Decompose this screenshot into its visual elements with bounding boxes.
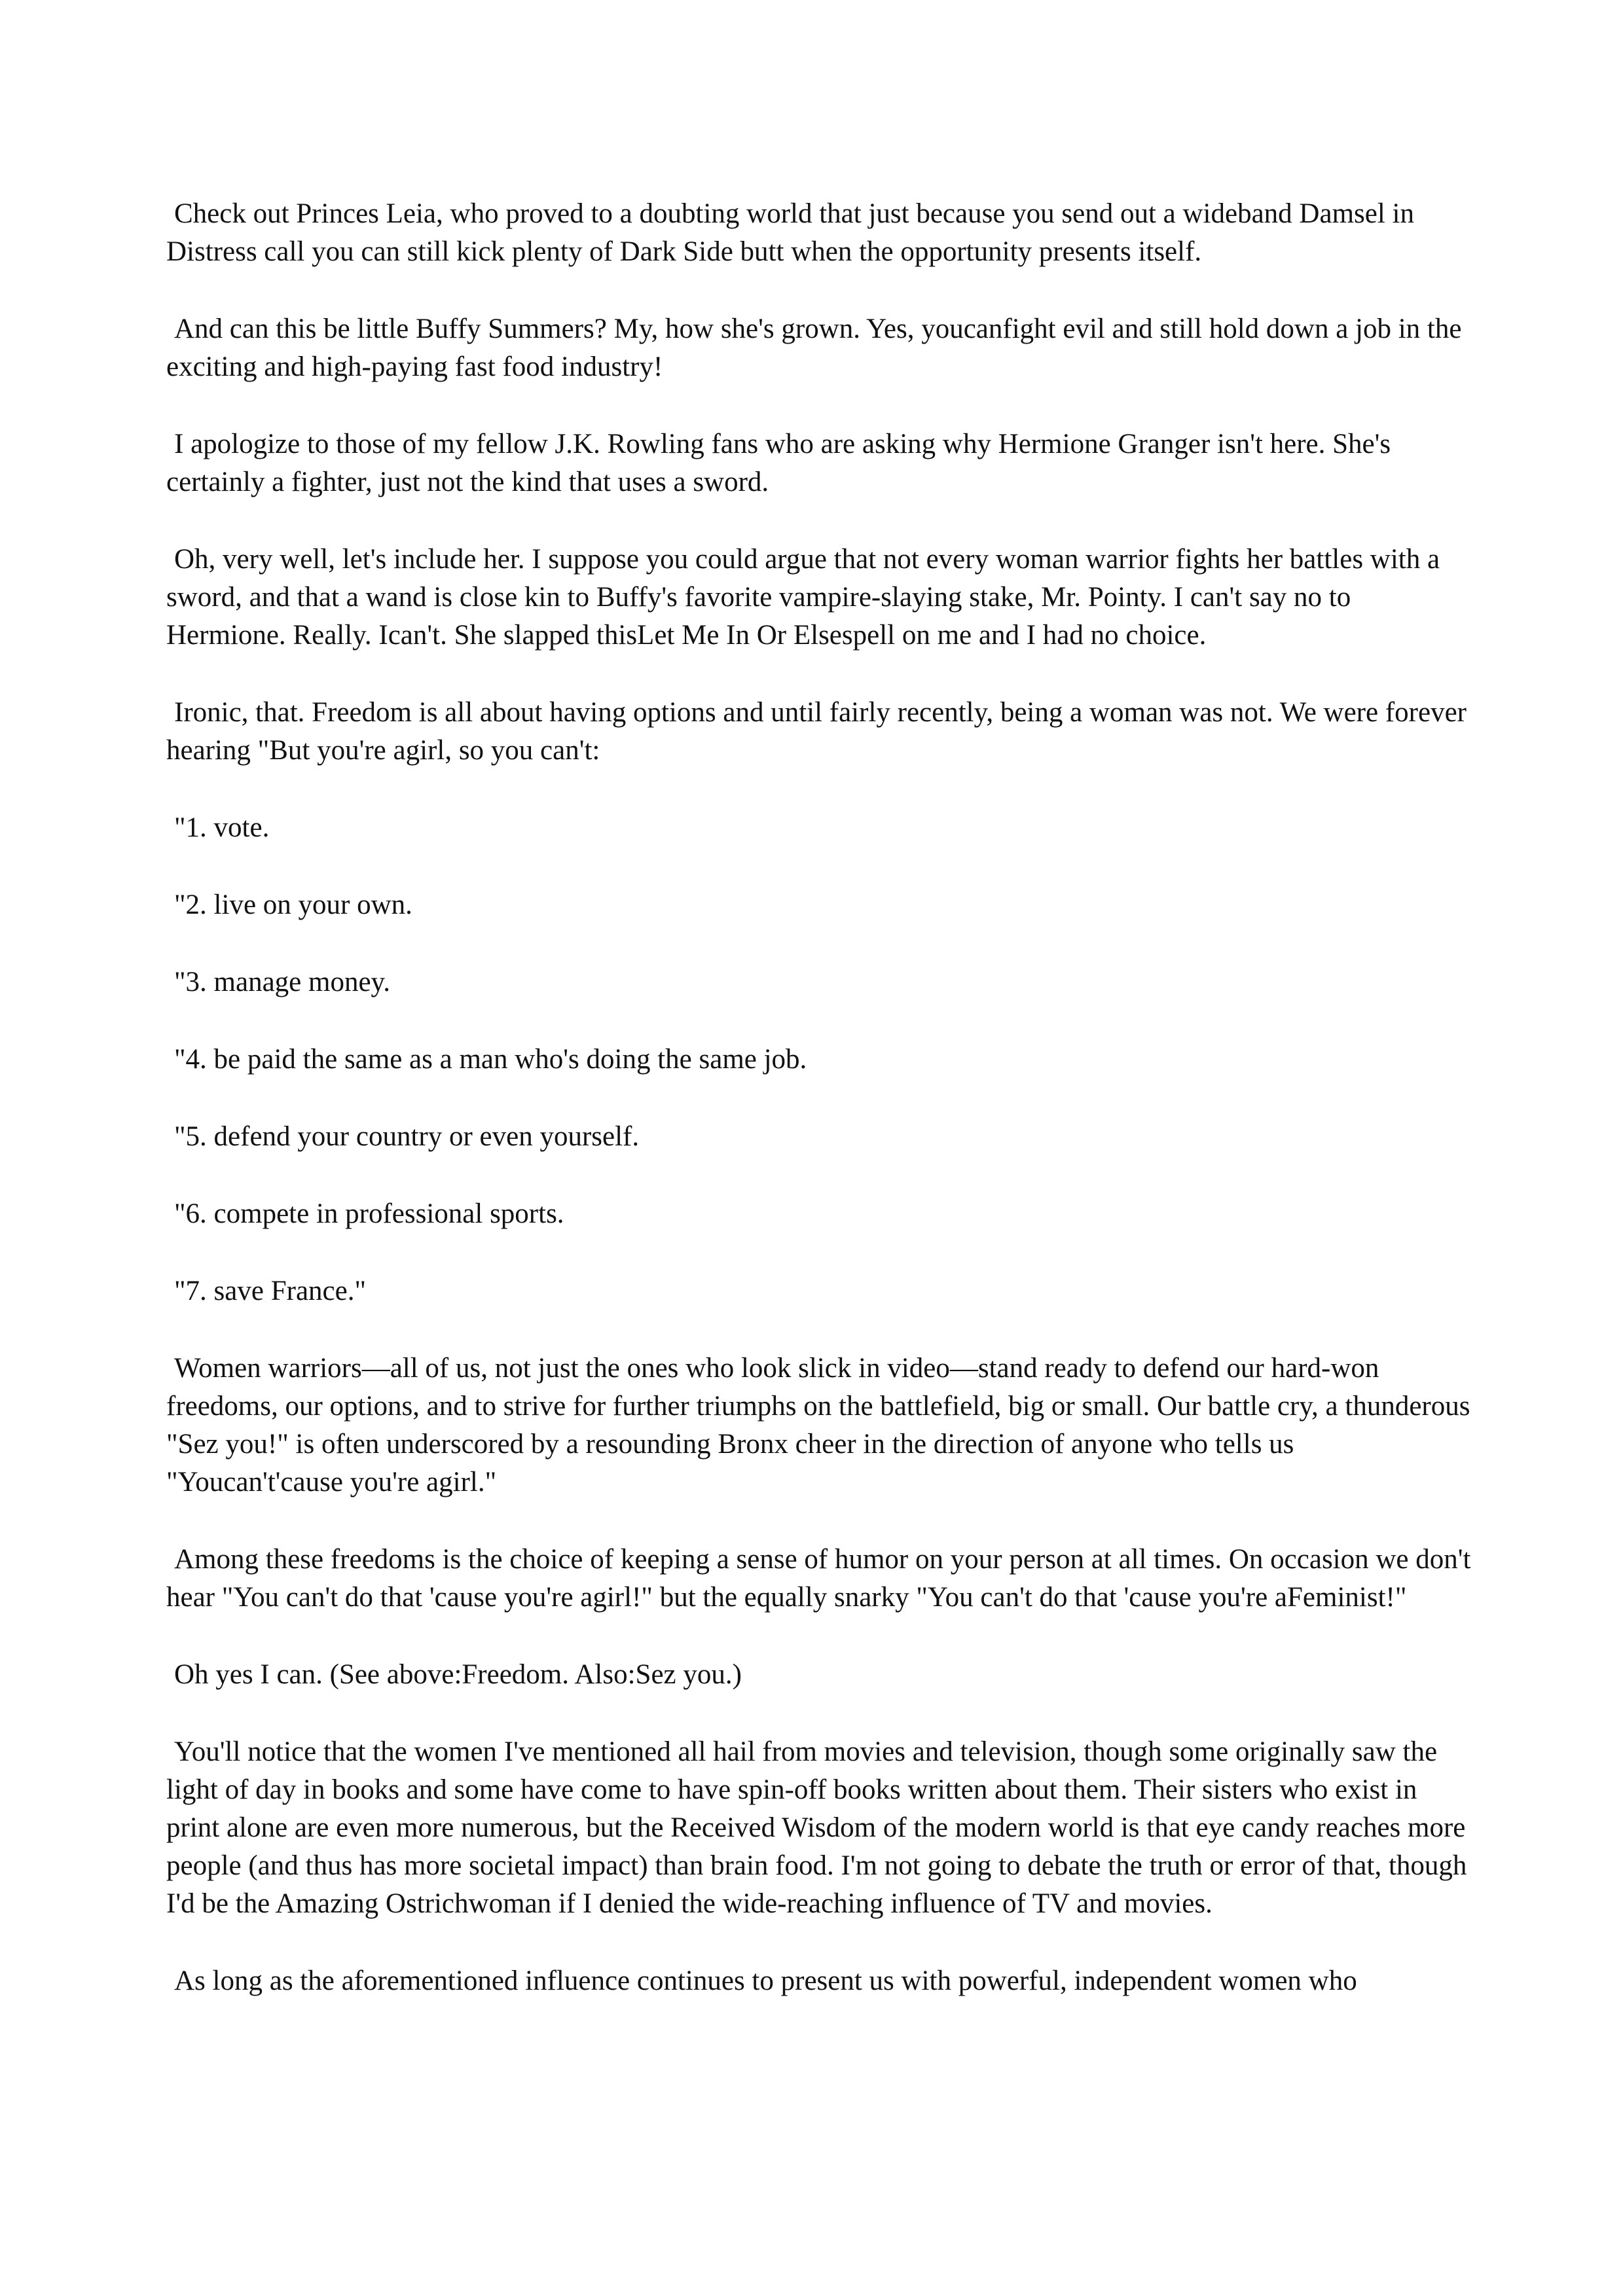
list-item: "3. manage money. bbox=[174, 967, 390, 997]
document-page bbox=[166, 195, 1476, 2039]
paragraph-hermione-included: Oh, very well, let's include her. I suppose you could argue that not every woman warrior fights her battles with a sword, and that a wand is close kin to Buffy's favorite vampire-slaying stake, Mr. Pointy. I can't say no to Hermione. Really. Ican't. She slapped thisLet Me In Or Elsespell on me and I had no choice. bbox=[166, 544, 1440, 651]
list-item: "2. live on your own. bbox=[174, 889, 412, 920]
list-item: "6. compete in professional sports. bbox=[174, 1198, 564, 1229]
list-item: "1. vote. bbox=[174, 812, 270, 843]
paragraph-freedoms-humor: Among these freedoms is the choice of keeping a sense of humor on your person at all times. On occasion we don't hear "You can't do that 'cause you're agirl!" but the equally snarky "You can't do that 'cause you're aFeminist!" bbox=[166, 1544, 1471, 1613]
paragraph-hermione-apology: I apologize to those of my fellow J.K. Rowling fans who are asking why Hermione Granger isn't here. She's certainly a fighter, just not the kind that uses a sword. bbox=[166, 429, 1391, 497]
paragraph-oh-yes: Oh yes I can. (See above:Freedom. Also:Sez you.) bbox=[174, 1659, 742, 1690]
paragraph-leia: Check out Princes Leia, who proved to a doubting world that just because you send out a wideband Damsel in Distress call you can still kick plenty of Dark Side butt when the opportunity presents itself. bbox=[166, 198, 1414, 267]
list-item: "7. save France." bbox=[174, 1276, 367, 1306]
paragraph-women-warriors: Women warriors—all of us, not just the ones who look slick in video—stand ready to defend our hard-won freedoms, our options, and to strive for further triumphs on the battlefield, big or small. Our battle cry, a thunderous "Sez you!" is often underscored by a resounding Bronx cheer in the direction of anyone who tells us "Youcan't'cause you're agirl." bbox=[166, 1353, 1470, 1498]
paragraph-influence: As long as the aforementioned influence continues to present us with powerful, independent women who bbox=[174, 1965, 1357, 1996]
paragraph-buffy: And can this be little Buffy Summers? My, how she's grown. Yes, youcanfight evil and still hold down a job in the exciting and high-paying fast food industry! bbox=[166, 314, 1462, 382]
list-item: "4. be paid the same as a man who's doing the same job. bbox=[174, 1044, 807, 1075]
paragraph-ironic: Ironic, that. Freedom is all about having options and until fairly recently, being a woman was not. We were forever hearing "But you're agirl, so you can't: bbox=[166, 697, 1467, 766]
paragraph-movies-tv: You'll notice that the women I've mentioned all hail from movies and television, though some originally saw the light of day in books and some have come to have spin-off books written about them. Their sisters who exist in print alone are even more numerous, but the Received Wisdom of the modern world is that eye candy reaches more people (and thus has more societal impact) than brain food. I'm not going to debate the truth or error of that, though I'd be the Amazing Ostrichwoman if I denied the wide-reaching influence of TV and movies. bbox=[166, 1736, 1467, 1919]
list-item: "5. defend your country or even yourself. bbox=[174, 1121, 640, 1152]
